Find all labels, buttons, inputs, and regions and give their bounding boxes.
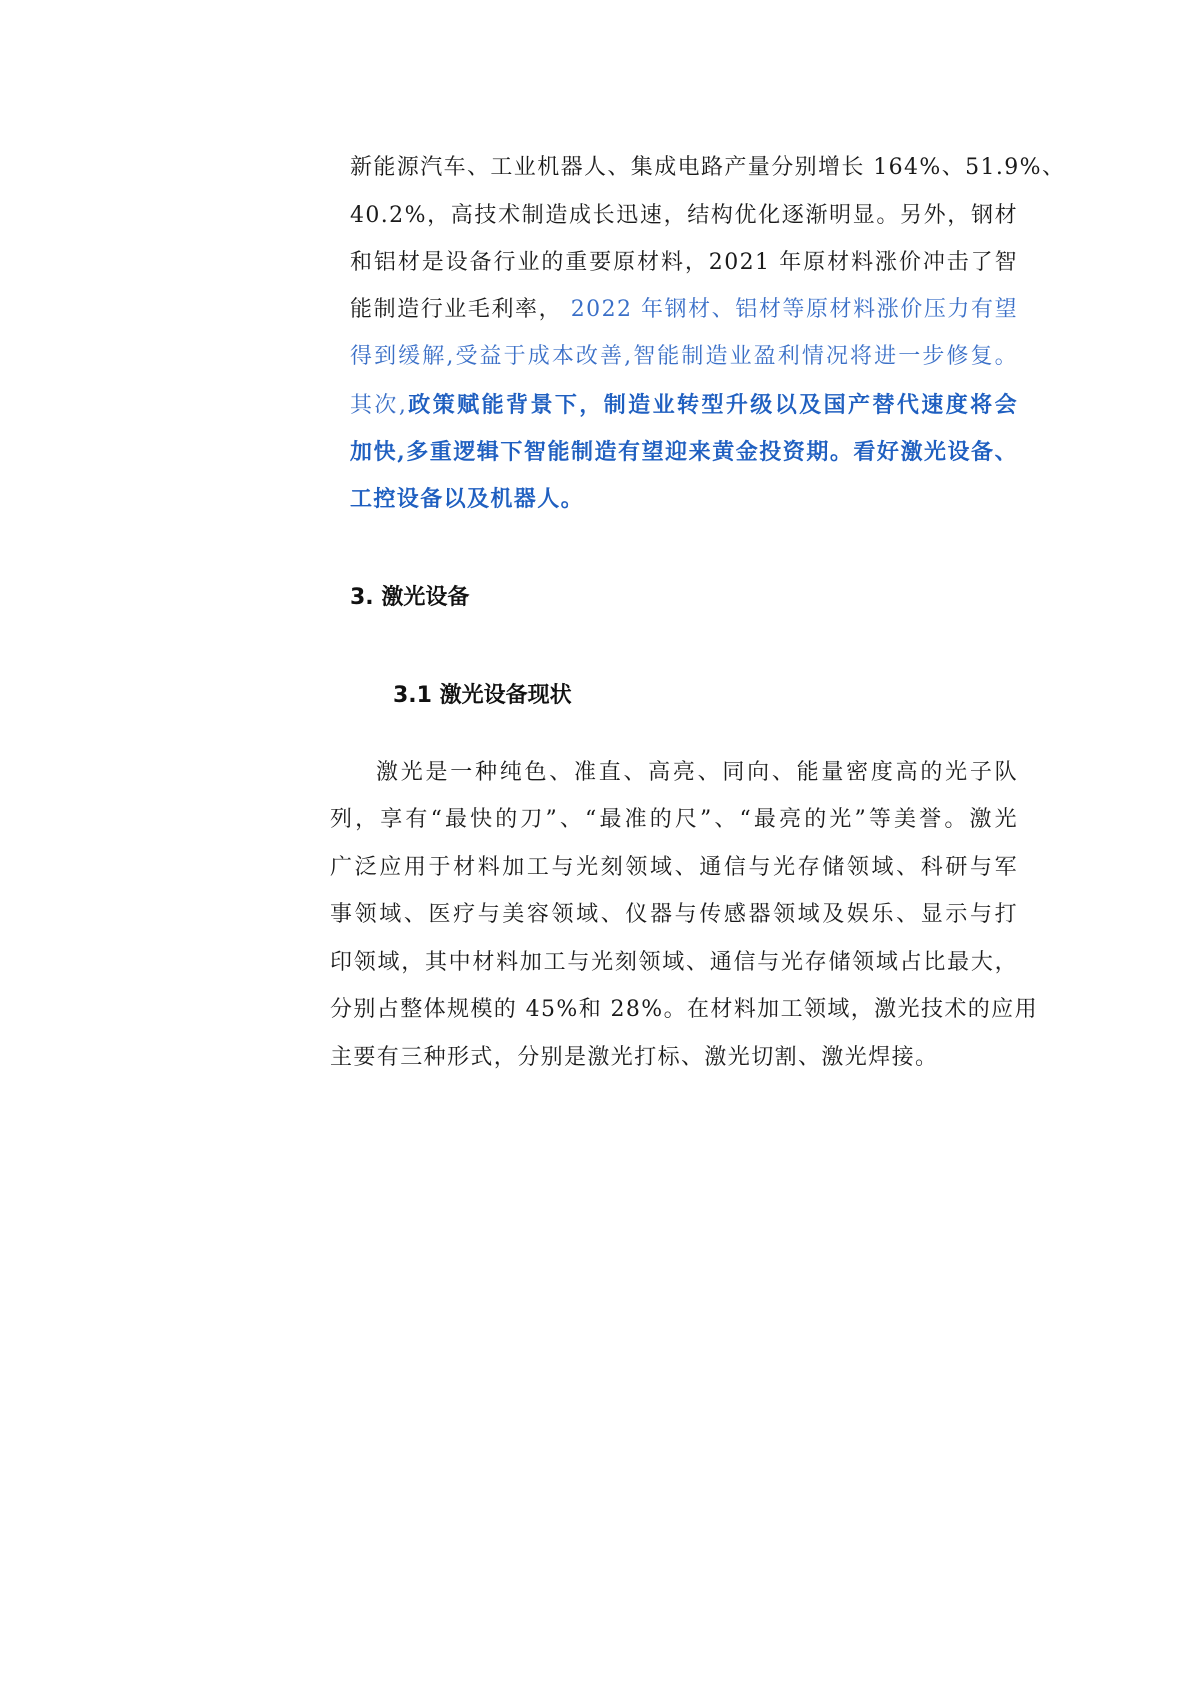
intro-line-1: 新能源汽车、工业机器人、集成电路产量分别增长 164%、51.9%、 <box>350 155 1066 180</box>
body-line-2: 列，享有“最快的刀”、“最准的尺”、“最亮的光”等美誉。激光 <box>330 807 1018 832</box>
intro-line-6-bold: 政策赋能背景下，制造业转型升级以及国产替代速度将会 <box>407 392 1018 418</box>
body-line-6: 分别占整体规模的 45%和 28%。在材料加工领域，激光技术的应用 <box>330 997 1038 1022</box>
intro-line-4-highlight: 2022 年钢材、铝材等原材料涨价压力有望 <box>570 297 1018 322</box>
section-heading: 3. 激光设备 <box>350 585 470 610</box>
body-line-7: 主要有三种形式，分别是激光打标、激光切割、激光焊接。 <box>330 1045 939 1070</box>
body-line-4: 事领域、医疗与美容领域、仪器与传感器领域及娱乐、显示与打 <box>330 902 1018 927</box>
intro-line-6 <box>350 390 1018 421</box>
body-line-5: 印领域，其中材料加工与光刻领域、通信与光存储领域占比最大， <box>330 950 1018 975</box>
intro-line-4 <box>350 295 1018 325</box>
intro-line-3: 和铝材是设备行业的重要原材料，2021 年原材料涨价冲击了智 <box>350 250 1018 275</box>
intro-line-5: 得到缓解,受益于成本改善,智能制造业盈利情况将进一步修复。 <box>350 344 1018 369</box>
intro-line-8: 工控设备以及机器人。 <box>350 486 585 512</box>
intro-line-4-plain: 能制造行业毛利率， <box>350 297 563 322</box>
intro-line-2: 40.2%，高技术制造成长迅速，结构优化逐渐明显。另外，钢材 <box>350 203 1018 228</box>
body-line-1: 激光是一种纯色、准直、高亮、同向、能量密度高的光子队 <box>376 760 1018 785</box>
intro-line-7: 加快,多重逻辑下智能制造有望迎来黄金投资期。看好激光设备、 <box>350 439 1018 465</box>
subsection-heading: 3.1 激光设备现状 <box>393 683 572 708</box>
body-line-3: 广泛应用于材料加工与光刻领域、通信与光存储领域、科研与军 <box>330 855 1018 880</box>
intro-line-6-plain: 其次, <box>350 393 408 418</box>
